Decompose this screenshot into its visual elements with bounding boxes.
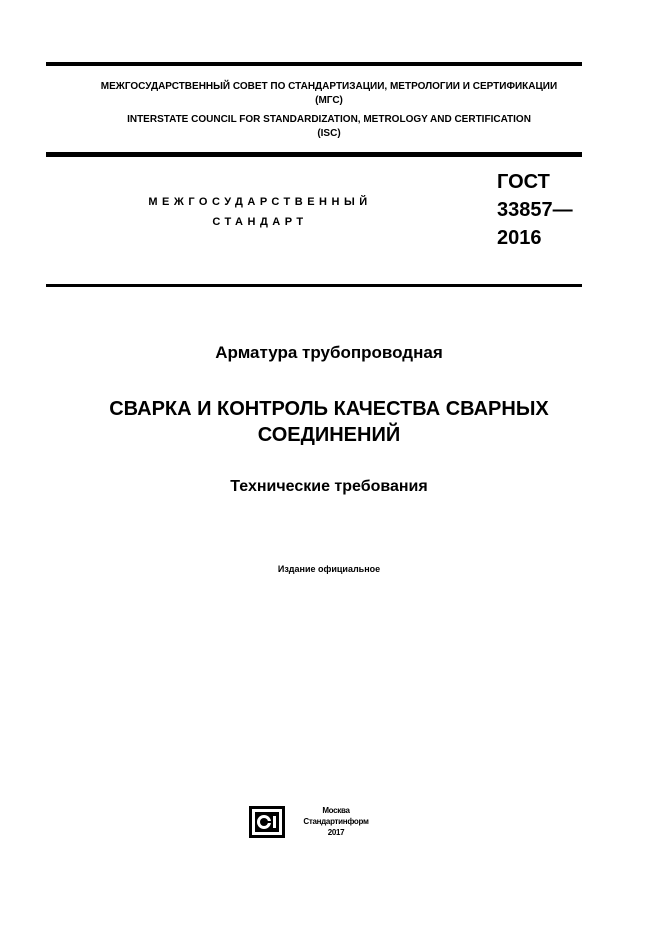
publisher-name: Стандартинформ — [303, 817, 369, 826]
standartinform-logo-icon — [249, 806, 285, 838]
standard-kind — [100, 192, 420, 232]
standard-kind-line2: СТАНДАРТ — [212, 216, 308, 228]
council-en-line2: (ISC) — [317, 128, 341, 139]
council-ru-line1: МЕЖГОСУДАРСТВЕННЫЙ СОВЕТ ПО СТАНДАРТИЗАЦИИ, МЕТРОЛОГИИ И СЕРТИФИКАЦИИ — [100, 81, 558, 92]
top-rule — [46, 62, 582, 66]
document-subject: Арматура трубопроводная — [215, 343, 443, 362]
publisher-city: Москва — [322, 806, 350, 815]
publisher-block — [290, 805, 382, 838]
council-ru-line2: (МГС) — [315, 95, 343, 106]
publisher-year: 2017 — [327, 828, 345, 837]
document-title-line1: СВАРКА И КОНТРОЛЬ КАЧЕСТВА СВАРНЫХ — [109, 398, 549, 420]
gost-number: 33857— — [497, 199, 573, 221]
document-subtitle: Технические требования — [230, 478, 428, 495]
document-title — [46, 396, 612, 448]
middle-rule — [46, 152, 582, 157]
council-name-en — [46, 113, 612, 141]
document-title-line2: СОЕДИНЕНИЙ — [257, 424, 401, 446]
bottom-rule — [46, 284, 582, 287]
gost-designation — [497, 168, 573, 252]
council-name-ru — [46, 80, 612, 108]
edition-label: Издание официальное — [277, 564, 381, 574]
council-en-line1: INTERSTATE COUNCIL FOR STANDARDIZATION, METROLOGY AND CERTIFICATION — [127, 114, 531, 125]
gost-year: 2016 — [497, 227, 542, 249]
standard-kind-line1: МЕЖГОСУДАРСТВЕННЫЙ — [148, 196, 372, 208]
gost-label: ГОСТ — [497, 171, 550, 193]
